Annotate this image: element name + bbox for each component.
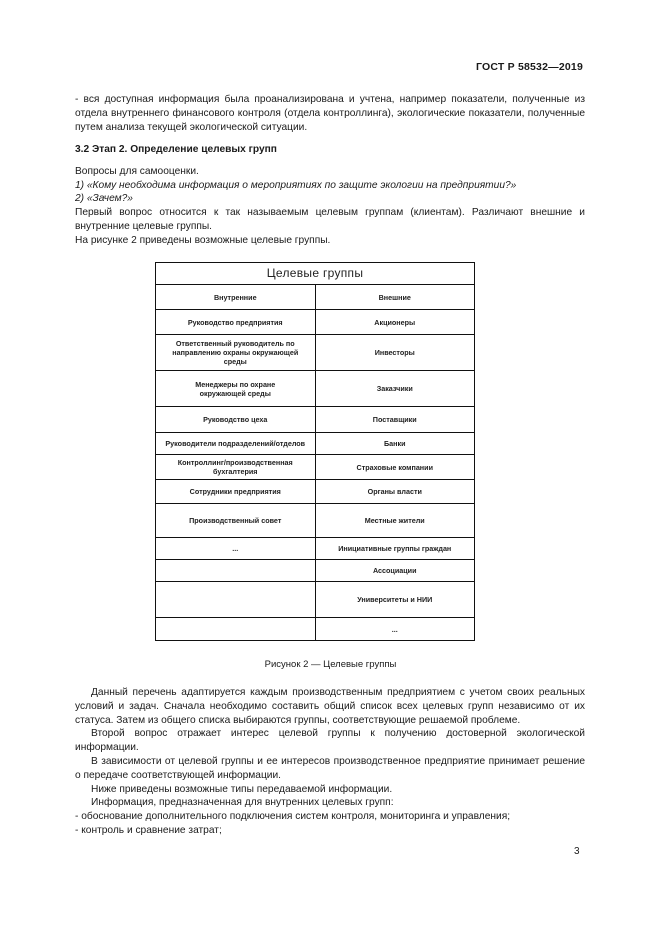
page-number: 3 <box>574 846 580 857</box>
table-cell-external: Местные жители <box>315 504 475 538</box>
table-cell-external: Заказчики <box>315 371 475 407</box>
paragraph: Данный перечень адаптируется каждым производственным предприятием с учетом своих реальных условий и задач. Сначала необходимо составить общий список всех целевых групп независимо от их статуса. Затем из общего списка выбираются группы, соответствующие решаемой проблеме. <box>75 687 585 726</box>
list-item: - контроль и сравнение затрат; <box>75 824 222 836</box>
document-standard-number: ГОСТ Р 58532—2019 <box>475 61 583 73</box>
table-cell-internal: Руководство цеха <box>156 407 316 433</box>
table-cell-internal: Менеджеры по охране окружающей среды <box>156 371 316 407</box>
table-cell-internal <box>156 582 316 618</box>
table-cell-internal: Руководство предприятия <box>156 310 316 335</box>
top-paragraph <box>75 93 585 134</box>
figure-title: Целевые группы <box>156 263 475 285</box>
column-header-external: Внешние <box>315 285 475 310</box>
table-cell-external: Университеты и НИИ <box>315 582 475 618</box>
table-cell-internal: Руководители подразделений/отделов <box>156 433 316 455</box>
table-cell-internal <box>156 560 316 582</box>
section-intro: Вопросы для самооценки. <box>75 165 199 177</box>
bullet-text: - вся доступная информация была проанализирована и учтена, например показатели, полученные из отдела внутреннего финансового контроля (отдела контроллинга), экологические показатели, полученные путем анализа текущей экологической ситуации. <box>75 94 585 133</box>
table-cell-external: Акционеры <box>315 310 475 335</box>
table-cell-external: Банки <box>315 433 475 455</box>
table-cell-internal: Сотрудники предприятия <box>156 480 316 504</box>
paragraph: Второй вопрос отражает интерес целевой группы к получению достоверной экологической информации. <box>75 728 585 754</box>
list-item: - обоснование дополнительного подключения систем контроля, мониторинга и управления; <box>75 811 511 823</box>
section-block <box>75 143 585 248</box>
target-groups-figure <box>155 262 475 641</box>
table-cell-internal: Производственный совет <box>156 504 316 538</box>
table-cell-internal <box>156 618 316 641</box>
table-cell-internal: ... <box>156 538 316 560</box>
table-cell-internal: Контроллинг/производственная бухгалтерия <box>156 455 316 480</box>
bottom-block <box>75 686 585 838</box>
paragraph: Информация, предназначенная для внутренних целевых групп: <box>91 797 394 809</box>
table-cell-external: Страховые компании <box>315 455 475 480</box>
paragraph: На рисунке 2 приведены возможные целевые группы. <box>75 234 331 246</box>
table-cell-external: ... <box>315 618 475 641</box>
question-1: 1) «Кому необходима информация о мероприятиях по защите экологии на предприятии?» <box>75 179 517 191</box>
table-cell-external: Органы власти <box>315 480 475 504</box>
table-cell-external: Ассоциации <box>315 560 475 582</box>
table-cell-external: Инвесторы <box>315 335 475 371</box>
column-header-internal: Внутренние <box>156 285 316 310</box>
question-2: 2) «Зачем?» <box>75 193 133 205</box>
table-cell-internal: Ответственный руководитель по направлению охраны окружающей среды <box>156 335 316 371</box>
paragraph: Первый вопрос относится к так называемым целевым группам (клиентам). Различают внешние и внутренние целевые группы. <box>75 207 585 232</box>
section-heading: 3.2 Этап 2. Определение целевых групп <box>75 144 277 155</box>
figure-caption: Рисунок 2 — Целевые группы <box>264 659 397 670</box>
table-cell-external: Инициативные группы граждан <box>315 538 475 560</box>
table-cell-external: Поставщики <box>315 407 475 433</box>
paragraph: Ниже приведены возможные типы передаваемой информации. <box>91 783 393 795</box>
paragraph: В зависимости от целевой группы и ее интересов производственное предприятие принимает решение о передаче соответствующей информации. <box>75 755 585 781</box>
